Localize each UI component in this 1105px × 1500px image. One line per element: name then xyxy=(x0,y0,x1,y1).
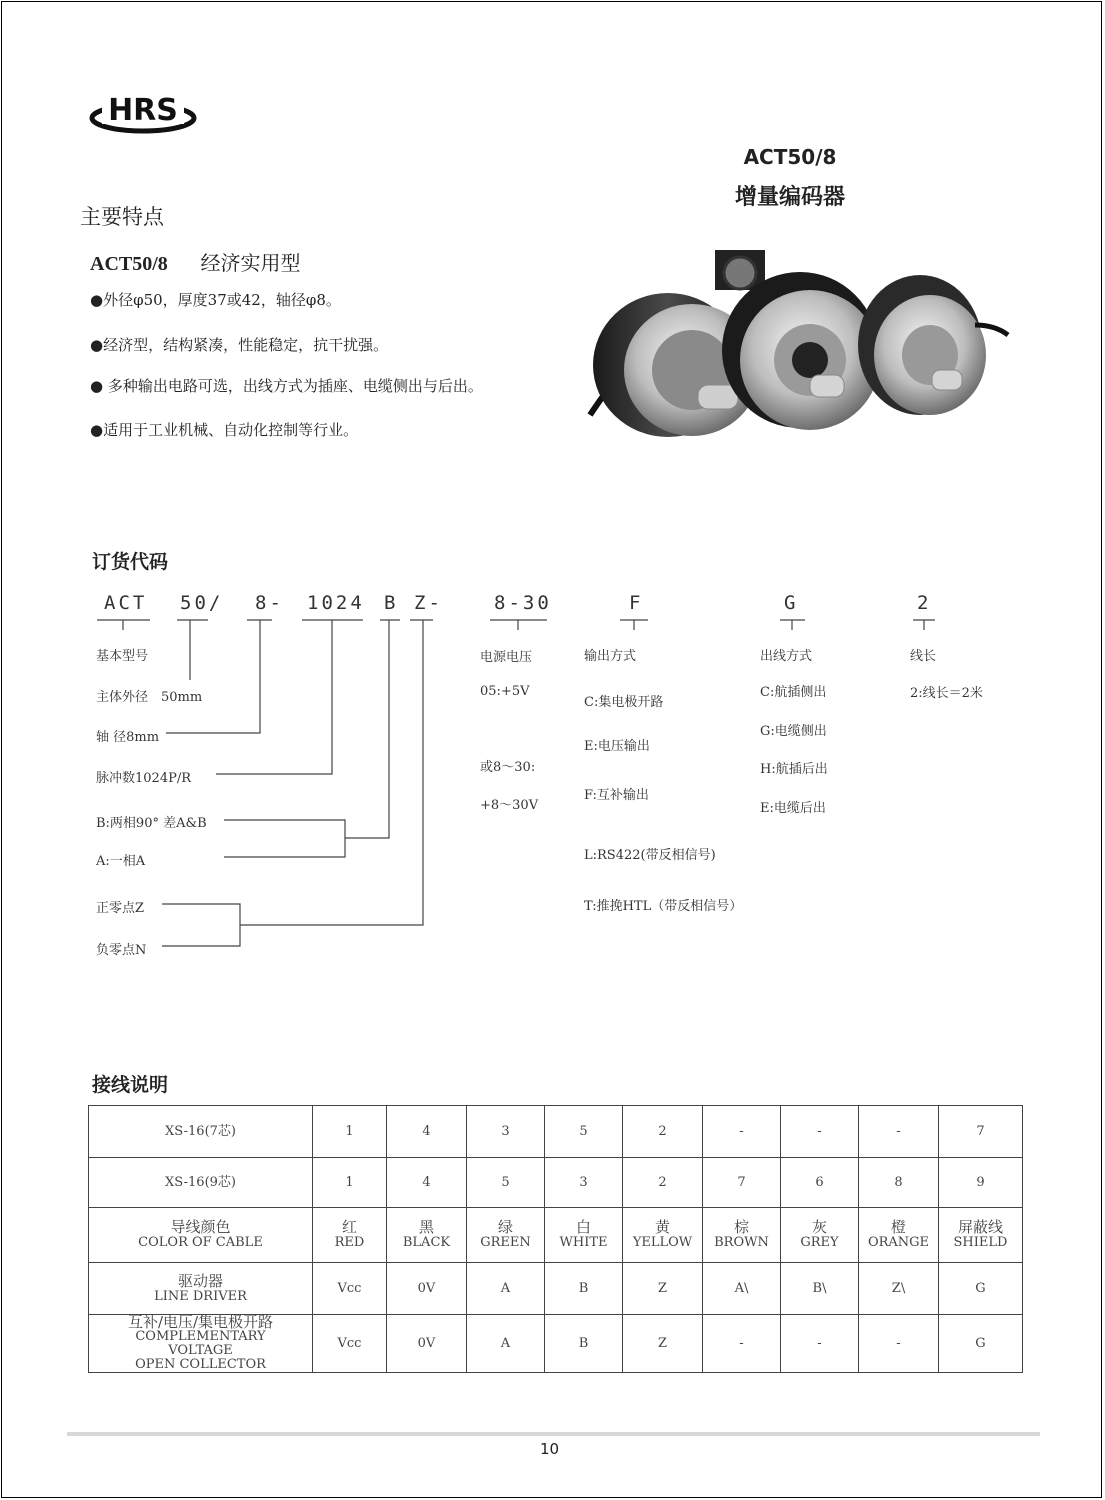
output-option: F:互补输出 xyxy=(584,788,649,803)
row-header-line: COMPLEMENTARY xyxy=(135,1329,266,1344)
table-cell: G xyxy=(939,1263,1023,1315)
cell-line: YELLOW xyxy=(632,1235,693,1250)
product-type: 增量编码器 xyxy=(734,185,845,210)
table-cell: - xyxy=(781,1106,859,1158)
table-cell: 8 xyxy=(859,1158,939,1208)
outlet-option: E:电缆后出 xyxy=(760,801,826,816)
row-header-line: OPEN COLLECTOR xyxy=(135,1357,266,1372)
table-cell: Vcc xyxy=(313,1315,387,1373)
footer-divider xyxy=(67,1432,1040,1436)
row-header-line: 导线颜色 xyxy=(170,1218,231,1236)
outlet-title: 出线方式 xyxy=(760,649,813,664)
table-cell xyxy=(859,1208,939,1263)
model-name: ACT50/8 xyxy=(90,253,168,275)
cell-line: 棕 xyxy=(733,1218,749,1236)
logo-text: HRS xyxy=(108,93,178,128)
table-cell: Vcc xyxy=(313,1263,387,1315)
table-cell: 7 xyxy=(703,1158,781,1208)
table-cell: 1 xyxy=(313,1106,387,1158)
output-option: T:推挽HTL（带反相信号） xyxy=(584,899,743,914)
cell-line: SHIELD xyxy=(953,1235,1008,1250)
label-phase-b: B:两相90° 差A&B xyxy=(96,816,207,831)
code-segment-output: F xyxy=(629,592,644,614)
features-title: 主要特点 xyxy=(80,205,164,229)
outlet-option: H:航插后出 xyxy=(760,762,828,777)
table-cell xyxy=(387,1208,467,1263)
label-zero-pos: 正零点Z xyxy=(96,901,145,916)
hrs-logo xyxy=(88,88,198,136)
ordering-title: 订货代码 xyxy=(92,551,169,573)
feature-item: ●经济型，结构紧凑，性能稳定，抗干扰强。 xyxy=(90,336,389,354)
table-cell: G xyxy=(939,1315,1023,1373)
code-segment-pulses: 1024 xyxy=(307,592,365,614)
row-header-line: VOLTAGE xyxy=(168,1343,233,1358)
code-segment-outlet: G xyxy=(784,592,799,614)
cell-line: GREY xyxy=(800,1235,839,1250)
table-cell: 3 xyxy=(467,1106,545,1158)
row-header-line: 驱动器 xyxy=(177,1271,223,1290)
table-cell: 3 xyxy=(545,1158,623,1208)
code-segment-diameter: 50/ xyxy=(180,592,224,614)
table-cell: Z xyxy=(623,1315,703,1373)
table-cell: 9 xyxy=(939,1158,1023,1208)
row-header xyxy=(89,1158,313,1208)
row-header xyxy=(89,1263,313,1315)
table-row xyxy=(89,1158,1023,1208)
row-header xyxy=(89,1315,313,1373)
product-photo xyxy=(580,245,1010,445)
cell-line: RED xyxy=(334,1235,365,1250)
output-option: L:RS422(带反相信号) xyxy=(584,848,716,863)
output-option: E:电压输出 xyxy=(584,739,650,754)
cell-line: 绿 xyxy=(497,1218,513,1236)
table-cell xyxy=(781,1208,859,1263)
code-segment-voltage: 8-30 xyxy=(494,592,552,614)
cell-line: WHITE xyxy=(559,1235,608,1250)
label-shaft: 轴 径8mm xyxy=(96,730,160,745)
table-cell: 6 xyxy=(781,1158,859,1208)
label-body-diameter: 主体外径 50mm xyxy=(96,690,203,705)
row-header-line: XS-16(7芯) xyxy=(165,1124,236,1139)
table-cell: 7 xyxy=(939,1106,1023,1158)
table-cell: 5 xyxy=(467,1158,545,1208)
table-cell: B xyxy=(545,1263,623,1315)
length-option: 2:线长＝2米 xyxy=(910,686,983,701)
feature-item: ● 多种输出电路可选，出线方式为插座、电缆侧出与后出。 xyxy=(90,377,483,395)
table-cell: - xyxy=(703,1315,781,1373)
cell-line: BROWN xyxy=(714,1235,769,1250)
table-cell: A xyxy=(467,1263,545,1315)
table-cell: Z\ xyxy=(859,1263,939,1315)
table-cell: 4 xyxy=(387,1158,467,1208)
wiring-table xyxy=(88,1105,1023,1373)
length-title: 线长 xyxy=(910,649,937,664)
table-cell: A\ xyxy=(703,1263,781,1315)
table-cell: 0V xyxy=(387,1315,467,1373)
table-cell: 2 xyxy=(623,1106,703,1158)
table-row xyxy=(89,1106,1023,1158)
label-pulses: 脉冲数1024P/R xyxy=(96,771,191,786)
page-number: 10 xyxy=(540,1440,560,1458)
label-phase-a: A:一相A xyxy=(96,854,146,869)
cell-line: BLACK xyxy=(402,1235,451,1250)
row-header-line: LINE DRIVER xyxy=(154,1288,247,1304)
cell-line: 黑 xyxy=(418,1218,434,1236)
feature-item: ●外径φ50，厚度37或42，轴径φ8。 xyxy=(90,291,341,309)
label-zero-neg: 负零点N xyxy=(96,943,147,958)
outlet-option: C:航插侧出 xyxy=(760,685,827,700)
cell-line: 屏蔽线 xyxy=(957,1218,1003,1236)
row-header xyxy=(89,1208,313,1263)
code-segment-shaft: 8- xyxy=(255,592,284,614)
row-header-line: 互补/电压/集电极开路 xyxy=(127,1313,274,1331)
table-cell: - xyxy=(703,1106,781,1158)
feature-item: ●适用于工业机械、自动化控制等行业。 xyxy=(90,421,359,439)
cell-line: GREEN xyxy=(480,1235,531,1250)
table-cell: 2 xyxy=(623,1158,703,1208)
table-row xyxy=(89,1208,1023,1263)
code-segment-length: 2 xyxy=(917,592,932,614)
outlet-option: G:电缆侧出 xyxy=(760,724,827,739)
voltage-option: 或8～30: xyxy=(480,760,536,775)
row-header-line: COLOR OF CABLE xyxy=(138,1235,263,1250)
table-cell xyxy=(545,1208,623,1263)
table-cell: - xyxy=(781,1315,859,1373)
cell-line: 白 xyxy=(575,1218,591,1236)
table-cell xyxy=(313,1208,387,1263)
table-cell: 5 xyxy=(545,1106,623,1158)
table-cell xyxy=(467,1208,545,1263)
table-cell xyxy=(623,1208,703,1263)
wiring-title: 接线说明 xyxy=(92,1074,169,1096)
table-cell: 4 xyxy=(387,1106,467,1158)
table-cell: B xyxy=(545,1315,623,1373)
table-cell: B\ xyxy=(781,1263,859,1315)
table-cell: Z xyxy=(623,1263,703,1315)
table-row xyxy=(89,1315,1023,1373)
cell-line: 橙 xyxy=(890,1218,906,1236)
row-header-line: XS-16(9芯) xyxy=(165,1175,236,1190)
table-row xyxy=(89,1263,1023,1315)
cell-line: 红 xyxy=(341,1218,357,1236)
model-line xyxy=(90,247,301,276)
cell-line: 灰 xyxy=(811,1218,827,1236)
cell-line: ORANGE xyxy=(867,1235,930,1250)
cell-line: 黄 xyxy=(654,1218,670,1236)
output-title: 输出方式 xyxy=(584,649,637,664)
table-cell: 0V xyxy=(387,1263,467,1315)
code-segment-zero: Z- xyxy=(414,592,443,614)
table-cell xyxy=(939,1208,1023,1263)
voltage-option: +8～30V xyxy=(480,798,539,813)
code-segment-act: ACT xyxy=(104,592,148,614)
code-segment-phase: B xyxy=(384,592,399,614)
label-base-model: 基本型号 xyxy=(96,649,149,664)
table-cell: - xyxy=(859,1106,939,1158)
voltage-title: 电源电压 xyxy=(480,650,533,665)
output-option: C:集电极开路 xyxy=(584,695,664,710)
product-model: ACT50/8 xyxy=(743,145,837,169)
table-cell: - xyxy=(859,1315,939,1373)
table-cell xyxy=(703,1208,781,1263)
voltage-option: 05:+5V xyxy=(480,684,530,699)
table-cell: 1 xyxy=(313,1158,387,1208)
model-desc: 经济实用型 xyxy=(200,251,301,275)
table-cell: A xyxy=(467,1315,545,1373)
row-header xyxy=(89,1106,313,1158)
